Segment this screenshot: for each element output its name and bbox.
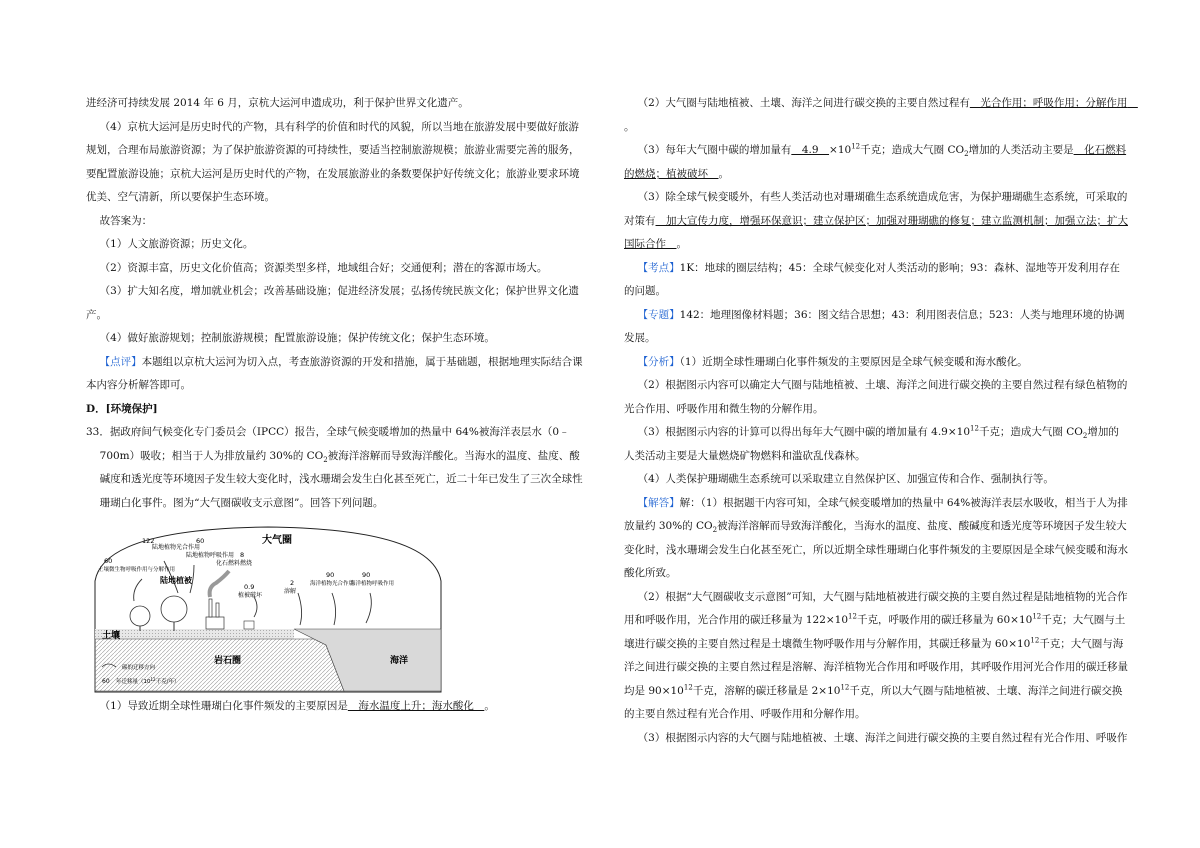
label-soil-microbe: 土壤微生物呼吸作用与分解作用 (98, 567, 176, 573)
answer-1: （1）人文旅游资源；历史文化。 (99, 238, 254, 250)
legend-value: 60 (102, 678, 110, 685)
answer-blank: 化石燃料的燃烧；植被破坏 (624, 144, 1127, 180)
question-2: （2）大气圈与陆地植被、土壤、海洋之间进行碳交换的主要自然过程有 光合作用；呼吸作用；分解作用 。 (624, 97, 1138, 133)
answer-intro: 故答案为： (99, 214, 153, 227)
value-122: 122 (142, 537, 155, 545)
topic-tag: 【专题】 (637, 308, 680, 321)
paragraph: （4）京杭大运河是历史时代的产物，具有科学的价值和时代的风貌，所以当地在旅游发展中要做好旅游规划，合理布局旅游资源；为了保护旅游资源的可持续性，要适当控制旅游规模；旅游业需要完善的服务，要配置旅游设施；京杭大运河是历史时代的产物，在发展旅游业的条数要保护好传统文化；旅游业要求环境优美、空气清新，所以要保护生态环境。 (86, 120, 580, 203)
answer-4: （4）做好旅游规划；控制旅游规模；配置旅游设施；保护传统文化；保护生态环境。 (99, 332, 495, 344)
right-column (624, 92, 1138, 750)
subscript: 2 (323, 455, 328, 464)
answer-blank: 海水温度上升；海水酸化 (347, 700, 485, 712)
label-fossil-fuel: 化石燃料燃烧 (216, 560, 253, 567)
value-2: 2 (290, 579, 295, 587)
topic: 【专题】142：地理图像材料题；36：图文结合思想；43：利用图表信息；523：人类与地理环境的协调发展。 (624, 308, 1125, 344)
label-ocean: 海洋 (390, 656, 409, 666)
value-8: 8 (240, 551, 245, 559)
comment-tag: 【点评】 (99, 355, 142, 368)
section-title: D．[环境保护] (86, 402, 158, 415)
question-3b: （3）除全球气候变暖外，有些人类活动也对珊瑚礁生态系统造成危害，为保护珊瑚礁生态系统，可采取的对策有 加大宣传力度，增强环保意识；建立保护区；加强对珊瑚礁的修复；建立监测机制；加强立法；扩大国际合作 。 (624, 191, 1128, 250)
question-1: （1）导致近期全球性珊瑚白化事件频发的主要原因是 海水温度上升；海水酸化 。 (99, 700, 495, 712)
answer-2: （2）资源丰富，历史文化价值高；资源类型多样，地域组合好；交通便利；潜在的客源市场大。 (99, 261, 548, 274)
value-60a: 60 (196, 537, 205, 545)
paragraph: 进经济可持续发展 2014 年 6 月，京杭大运河申遗成功，利于保护世界文化遗产。 (86, 97, 469, 109)
q33-text: 33．据政府间气候变化专门委员会（IPCC）报告，全球气候变暖增加的热量中 64%被海洋表层水（0﹣700m）吸收；相当于人为排放量约 30%的 CO (86, 426, 570, 462)
solution-3: （3）根据图示内容的大气圈与陆地植被、土壤、海洋之间进行碳交换的主要自然过程有光合作用、呼吸作 (637, 731, 1128, 744)
answer-blank: 4.9 (791, 144, 830, 156)
analysis-3: （3）根据图示内容的计算可以得出每年大气圈中碳的增加量有 $4.9\times 10^{12}$千克；造成大气圈 $CO_2$增加的人类活动主要是大量燃烧矿物燃料和滥砍乱伐森林。 (624, 424, 1119, 462)
label-land-respiration: 陆地植物呼吸作用 (186, 552, 235, 559)
value-90a: 90 (326, 571, 335, 579)
analysis-2: （2）根据图示内容可以确定大气圈与陆地植被、土壤、海洋之间进行碳交换的主要自然过程有绿色植物的光合作用、呼吸作用和微生物的分解作用。 (624, 379, 1128, 415)
label-deforestation: 植被破坏 (238, 592, 263, 599)
label-dissolution: 溶解 (284, 588, 297, 595)
knowledge-points: 【考点】1K：地球的圈层结构；45：全球气候变化对人类活动的影响；93：森林、湿地等开发利用存在的问题。 (624, 261, 1120, 297)
label-sea-respiration: 海洋植物呼吸作用 (350, 581, 395, 587)
carbon-budget-diagram (94, 521, 442, 693)
label-soil: 土壤 (102, 631, 121, 641)
legend-arrow-label: 碳的迁移方向 (122, 665, 156, 671)
value-60b: 60 (104, 557, 113, 565)
legend-annual-transfer: 年迁移量（$10^{12}$千克/年） (116, 677, 180, 685)
label-land-vegetation: 陆地植被 (160, 576, 192, 585)
answer-blank: 加大宣传力度，增强环保意识；建立保护区；加强对珊瑚礁的修复；建立监测机制；加强立法；扩大国际合作 (624, 214, 1128, 250)
solution-1: 【解答】解：（1）根据题干内容可知，全球气候变暖增加的热量中 64%被海洋表层水吸收，相当于人为排放量约 30%的 $CO_2$被海洋溶解而导致海洋酸化，当海水的温度、盐度、酸碱度和透光度等环境因子发生较大变化时，浅水珊瑚会发生白化甚至死亡，所以近期全球性珊瑚白化事件频发的主要原因是全球气候变暖和海水酸化所致。 (624, 496, 1128, 579)
question-3: （3）每年大气圈中碳的增加量有 4.9 $\times 10^{12}$千克；造成大气圈 $CO_2$增加的人类活动主要是 化石燃料的燃烧；植被破坏 。 (624, 142, 1127, 180)
question-33 (86, 421, 586, 515)
kp-tag: 【考点】 (637, 261, 680, 274)
left-column (86, 92, 586, 719)
comment (86, 351, 586, 398)
label-land-photosynthesis: 陆地植物光合作用 (152, 544, 201, 551)
value-0-9: 0.9 (244, 583, 255, 591)
analysis: 【分析】（1）近期全球性珊瑚白化事件频发的主要原因是全球气候变暖和海水酸化。 (637, 355, 1028, 368)
answer-blank: 光合作用；呼吸作用；分解作用 (969, 97, 1138, 109)
value-90b: 90 (362, 571, 371, 579)
label-sea-photosynthesis: 海洋植物光合作用 (310, 581, 355, 587)
comment-text: 本题组以京杭大运河为切入点，考查旅游资源的开发和措施，属于基础题，根据地理实际结合课本内容分析解答即可。 (86, 355, 583, 391)
q33-text: 被海洋溶解而导致海洋酸化。当海水的温度、盐度、酸碱度和透光度等环境因子发生较大变化时，浅水珊瑚会发生白化甚至死亡，近二十年已发生了三次全球性珊瑚白化事件。图为“大气圈碳收支示意图”。回答下列问题。 (99, 449, 583, 509)
analysis-4: （4）人类保护珊瑚礁生态系统可以采取建立自然保护区、加强宣传和合作、强制执行等。 (637, 473, 1054, 485)
label-lithosphere: 岩石圈 (214, 656, 242, 666)
solution-tag: 【解答】 (637, 496, 680, 509)
solution-2: （2）根据“大气圈碳收支示意图”可知，大气圈与陆地植被进行碳交换的主要自然过程是陆地植物的光合作用和呼吸作用，光合作用的碳迁移量为 $122\times 10^{12}$千克，呼吸作用的碳迁移量为 $60\times 10^{12}$千克；大气圈与土壤进行碳交换的主要自然过程是土壤微生物呼吸作用与分解作用，其碳迁移量为 $60\times 10^{12}$千克；大气圈与海洋之间进行碳交换的主要自然过程是溶解、海洋植物光合作用和呼吸作用，其呼吸作用河光合作用的碳迁移量均是 $90\times 10^{12}$千克，溶解的碳迁移量是 $2\times 10^{12}$千克，所以大气圈与陆地植被、土壤、海洋之间进行碳交换的主要自然过程有光合作用、呼吸作用和分解作用。 (624, 590, 1128, 720)
label-atmosphere: 大气圈 (262, 535, 292, 546)
analysis-tag: 【分析】 (637, 355, 680, 368)
answer-3: （3）扩大知名度，增加就业机会；改善基础设施；促进经济发展；弘扬传统民族文化；保护世界文化遗产。 (86, 285, 579, 321)
